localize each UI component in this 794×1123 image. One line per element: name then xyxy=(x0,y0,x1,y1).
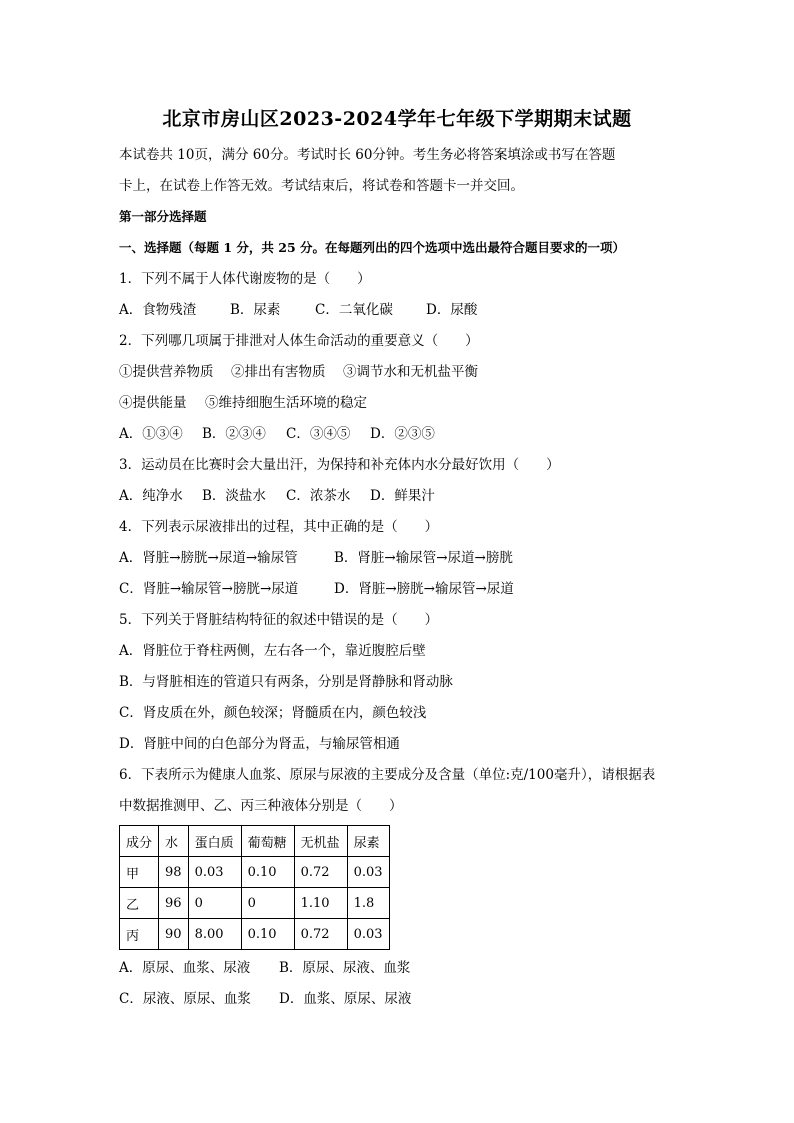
question-2-items-line-1 xyxy=(119,363,478,381)
table-header-cell: 蛋白质 xyxy=(188,826,241,857)
table-row xyxy=(120,857,390,888)
question-3-options xyxy=(119,487,435,505)
question-1-option-c: C．二氧化碳 xyxy=(315,302,393,318)
section-heading: 第一部分选择题 xyxy=(119,209,207,224)
question-6-option-c: C．尿液、原尿、血浆 xyxy=(119,991,251,1007)
table-cell: 0 xyxy=(188,888,241,919)
question-2-stem: 2．下列哪几项属于排泄对人体生命活动的重要意义（ ） xyxy=(119,333,479,349)
composition-table xyxy=(119,825,390,950)
question-4-options-row-2 xyxy=(119,580,514,598)
question-2-options xyxy=(119,425,435,443)
table-header-cell: 尿素 xyxy=(347,826,389,857)
page-title: 北京市房山区2023-2024学年七年级下学期期末试题 xyxy=(162,108,632,130)
table-row xyxy=(120,919,390,950)
question-4-options-row-1 xyxy=(119,549,513,567)
question-1-option-a: A．食物残渣 xyxy=(119,302,197,318)
question-4-option-c: C．肾脏→输尿管→膀胱→尿道 xyxy=(119,581,299,597)
question-2-items-line-2 xyxy=(119,394,367,412)
table-cell: 0.72 xyxy=(294,857,347,888)
table-cell: 0.03 xyxy=(188,857,241,888)
question-2-option-d: D．②③⑤ xyxy=(370,426,435,442)
table-cell: 96 xyxy=(159,888,189,919)
question-1-option-d: D．尿酸 xyxy=(426,302,478,318)
question-3-option-d: D．鲜果汁 xyxy=(370,488,435,504)
question-5-option-b: B．与肾脏相连的管道只有两条，分别是肾静脉和肾动脉 xyxy=(119,674,453,690)
question-4-stem: 4．下列表示尿液排出的过程，其中正确的是（ ） xyxy=(119,519,439,535)
table-cell: 甲 xyxy=(120,857,159,888)
question-2-item-1: ①提供营养物质 xyxy=(119,364,214,380)
question-6-option-a: A．原尿、血浆、尿液 xyxy=(119,960,251,976)
question-3-stem: 3．运动员在比赛时会大量出汗，为保持和补充体内水分最好饮用（ ） xyxy=(119,457,560,473)
question-5-option-a: A．肾脏位于脊柱两侧，左右各一个，靠近腹腔后壁 xyxy=(119,643,426,659)
table-header-cell: 水 xyxy=(159,826,189,857)
table-cell: 0.03 xyxy=(347,857,389,888)
table-header-cell: 成分 xyxy=(120,826,159,857)
table-cell: 0.72 xyxy=(294,919,347,950)
table-cell: 90 xyxy=(159,919,189,950)
table-cell: 8.00 xyxy=(188,919,241,950)
table-cell: 丙 xyxy=(120,919,159,950)
question-2-item-5: ⑤维持细胞生活环境的稳定 xyxy=(205,395,367,411)
table-cell: 0 xyxy=(241,888,294,919)
question-4-option-b: B．肾脏→输尿管→尿道→膀胱 xyxy=(334,550,513,566)
question-2-item-4: ④提供能量 xyxy=(119,395,187,411)
question-1-option-b: B．尿素 xyxy=(230,302,281,318)
table-cell: 1.10 xyxy=(294,888,347,919)
table-header-cell: 无机盐 xyxy=(294,826,347,857)
table-cell: 98 xyxy=(159,857,189,888)
question-1-options xyxy=(119,301,477,319)
question-4-option-d: D．肾脏→膀胱→输尿管→尿道 xyxy=(334,581,514,597)
table-header-cell: 葡萄糖 xyxy=(241,826,294,857)
question-2-item-2: ②排出有害物质 xyxy=(231,364,326,380)
table-cell: 1.8 xyxy=(347,888,389,919)
question-2-option-b: B．②③④ xyxy=(202,426,266,442)
table-row xyxy=(120,888,390,919)
intro-line-1: 本试卷共 10页，满分 60分。考试时长 60分钟。考生务必将答案填涂或书写在答题 xyxy=(119,147,616,163)
question-3-option-b: B．淡盐水 xyxy=(202,488,266,504)
question-6-stem-line-1: 6．下表所示为健康人血浆、原尿与尿液的主要成分及含量（单位:克/100毫升），请根据表 xyxy=(119,767,656,783)
question-4-option-a: A．肾脏→膀胱→尿道→输尿管 xyxy=(119,550,298,566)
question-6-options-row-1 xyxy=(119,959,410,977)
table-cell: 0.10 xyxy=(241,919,294,950)
question-2-option-c: C．③④⑤ xyxy=(286,426,351,442)
question-1-stem: 1．下列不属于人体代谢废物的是（ ） xyxy=(119,271,371,287)
question-6-option-d: D．血浆、原尿、尿液 xyxy=(279,991,412,1007)
question-5-stem: 5．下列关于肾脏结构特征的叙述中错误的是（ ） xyxy=(119,612,439,628)
question-6-options-row-2 xyxy=(119,990,411,1008)
table-cell: 0.03 xyxy=(347,919,389,950)
question-5-option-d: D．肾脏中间的白色部分为肾盂，与输尿管相通 xyxy=(119,736,400,752)
question-3-option-a: A．纯净水 xyxy=(119,488,183,504)
question-2-item-3: ③调节水和无机盐平衡 xyxy=(343,364,478,380)
table-header-row xyxy=(120,826,390,857)
part-heading: 一、选择题（每题 1 分，共 25 分。在每题列出的四个选项中选出最符合题目要求的一项） xyxy=(119,240,626,255)
question-6-stem-line-2: 中数据推测甲、乙、丙三种液体分别是（ ） xyxy=(119,798,403,814)
intro-line-2: 卡上，在试卷上作答无效。考试结束后，将试卷和答题卡一并交回。 xyxy=(119,178,524,194)
question-3-option-c: C．浓茶水 xyxy=(286,488,351,504)
question-6-option-b: B．原尿、尿液、血浆 xyxy=(279,960,411,976)
question-5-option-c: C．肾皮质在外，颜色较深；肾髓质在内，颜色较浅 xyxy=(119,705,427,721)
table-cell: 乙 xyxy=(120,888,159,919)
table-cell: 0.10 xyxy=(241,857,294,888)
question-2-option-a: A．①③④ xyxy=(119,426,183,442)
